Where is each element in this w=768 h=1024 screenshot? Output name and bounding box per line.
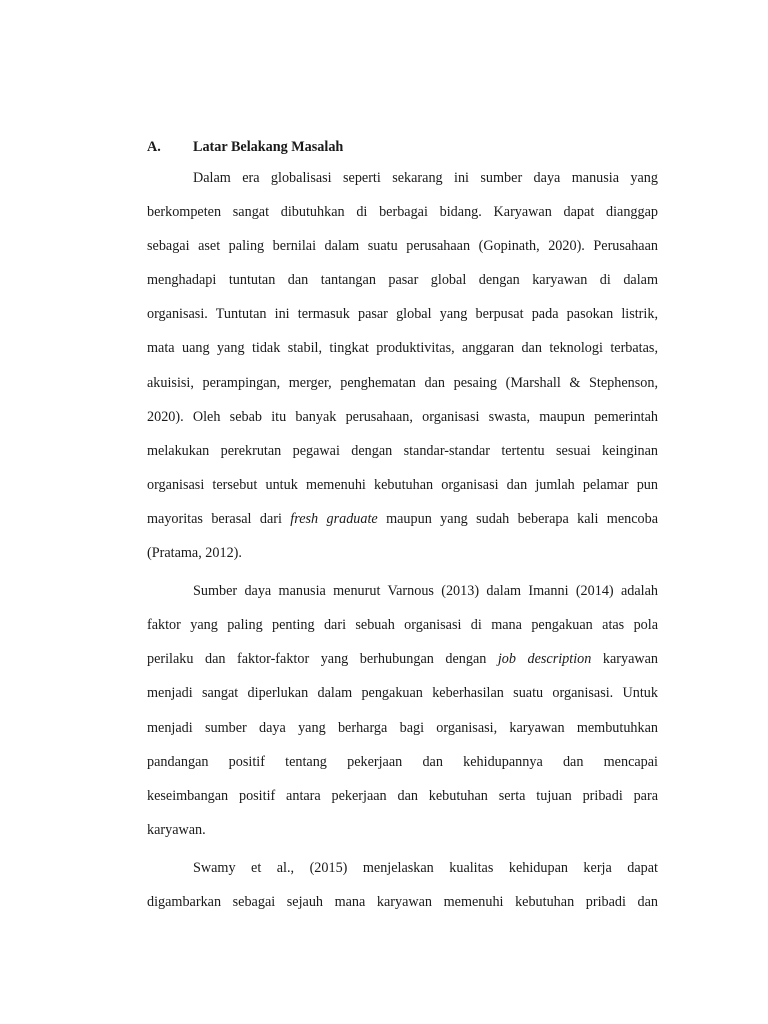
paragraph-line: faktor yang paling penting dari sebuah organisasi di mana pengakuan atas pola [147, 617, 658, 634]
paragraph-line: Swamy et al., (2015) menjelaskan kualitas kehidupan kerja dapat [193, 859, 658, 876]
section-heading [147, 137, 658, 161]
paragraph-line: mata uang yang tidak stabil, tingkat produktivitas, anggaran dan teknologi terbatas, [147, 340, 658, 357]
paragraph-line: menjadi sangat diperlukan dalam pengakuan keberhasilan suatu organisasi. Untuk [147, 685, 658, 702]
section-number: A. [147, 139, 161, 155]
document-page [147, 137, 658, 923]
paragraph-line [147, 642, 658, 676]
italic-term: job description [497, 651, 592, 668]
paragraph-line: (Pratama, 2012). [147, 545, 242, 562]
paragraph-3 [147, 851, 658, 919]
text-run: perilaku dan faktor-faktor yang berhubungan dengan [147, 651, 498, 668]
paragraph-line: pandangan positif tentang pekerjaan dan kehidupannya dan mencapai [147, 753, 658, 770]
paragraph-line: sebagai aset paling bernilai dalam suatu perusahaan (Gopinath, 2020). Perusahaan [147, 238, 658, 255]
text-run: karyawan [591, 651, 658, 668]
paragraph-line: digambarkan sebagai sejauh mana karyawan memenuhi kebutuhan pribadi dan [147, 893, 658, 910]
paragraph-line: menghadapi tuntutan dan tantangan pasar global dengan karyawan di dalam [147, 272, 658, 289]
paragraph-line [147, 502, 658, 536]
paragraph-line: akuisisi, perampingan, merger, penghematan dan pesaing (Marshall & Stephenson, [147, 374, 658, 391]
paragraph-line: keseimbangan positif antara pekerjaan dan kebutuhan serta tujuan pribadi para [147, 787, 658, 804]
paragraph-line: melakukan perekrutan pegawai dengan standar-standar tertentu sesuai keinginan [147, 442, 658, 459]
paragraph-line: karyawan. [147, 821, 206, 838]
paragraph-line: Sumber daya manusia menurut Varnous (2013) dalam Imanni (2014) adalah [193, 583, 658, 600]
paragraph-line: Dalam era globalisasi seperti sekarang ini sumber daya manusia yang [193, 170, 658, 186]
text-run: mayoritas berasal dari [147, 510, 291, 527]
paragraph-line: berkompeten sangat dibutuhkan di berbagai bidang. Karyawan dapat dianggap [147, 204, 658, 221]
section-title: Latar Belakang Masalah [193, 139, 344, 155]
paragraph-line: 2020). Oleh sebab itu banyak perusahaan, organisasi swasta, maupun pemerintah [147, 408, 658, 425]
paragraph-1 [147, 161, 658, 570]
text-run: maupun yang sudah beberapa kali mencoba [377, 510, 658, 527]
italic-term: fresh graduate [290, 510, 378, 527]
paragraph-line: menjadi sumber daya yang berharga bagi organisasi, karyawan membutuhkan [147, 719, 658, 736]
paragraph-line: organisasi tersebut untuk memenuhi kebutuhan organisasi dan jumlah pelamar pun [147, 476, 658, 493]
paragraph-line: organisasi. Tuntutan ini termasuk pasar global yang berpusat pada pasokan listrik, [147, 306, 658, 323]
paragraph-2 [147, 574, 658, 847]
